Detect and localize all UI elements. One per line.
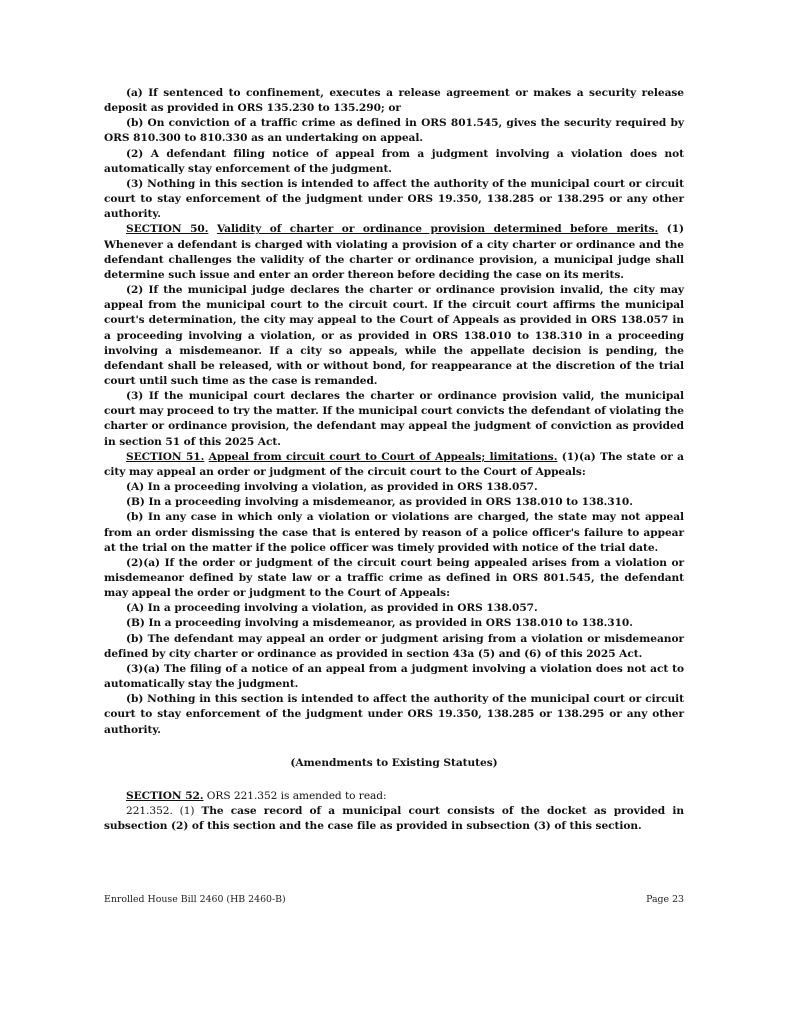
section-51-label: SECTION 51.: [126, 450, 205, 463]
section-51: [104, 450, 684, 480]
footer-bill-id: Enrolled House Bill 2460 (HB 2460-B): [104, 894, 286, 905]
section-50-sub-3: (3) If the municipal court declares the charter or ordinance provision valid, the municipal court may proceed to try the matter. If the municipal court convicts the defendant of violating the charter or ordinance provision, the defendant may appeal the judgment of conviction as provided in section 51 of this 2025 Act.: [104, 390, 684, 448]
section-52: [104, 789, 684, 804]
section-50-text-1: (1) Whenever a defendant is charged with violating a provision of a city charter or ordinance and the defendant challenges the validity of the charter or ordinance provision, a municipal judge shall determine such issue and enter an order thereon before deciding the case on its merits.: [104, 223, 684, 281]
footer-page-number: Page 23: [646, 894, 684, 905]
paragraph-1a: (a) If sentenced to confinement, executes a release agreement or makes a security release deposit as provided in ORS 135.230 to 135.290; or: [104, 87, 684, 115]
section-51-3b: (b) Nothing in this section is intended to affect the authority of the municipal court or circuit court to stay enforcement of the judgment under ORS 19.350, 138.285 or 138.295 or any other authority.: [104, 693, 684, 736]
paragraph-2: (2) A defendant filing notice of appeal from a judgment involving a violation does not automatically stay enforcement of the judgment.: [104, 147, 684, 175]
section-51-2a-B: (B) In a proceeding involving a misdemeanor, as provided in ORS 138.010 to 138.310.: [126, 617, 633, 630]
section-50-heading: Validity of charter or ordinance provision determined before merits.: [216, 223, 659, 236]
paragraph-3: (3) Nothing in this section is intended to affect the authority of the municipal court or circuit court to stay enforcement of the judgment under ORS 19.350, 138.285 or 138.295 or any other authority.: [104, 177, 684, 221]
section-52-text: ORS 221.352 is amended to read:: [203, 789, 387, 802]
section-51-2a-A: (A) In a proceeding involving a violation, as provided in ORS 138.057.: [126, 602, 538, 615]
section-51-heading: Appeal from circuit court to Court of Appeals; limitations.: [208, 450, 558, 463]
section-51-text-1: (1)(a) The state or a city may appeal an order or judgment of the circuit court to the Court of Appeals:: [104, 450, 684, 478]
section-51-1a-B: (B) In a proceeding involving a misdemeanor, as provided in ORS 138.010 to 138.310.: [126, 496, 633, 509]
paragraph-1b: (b) On conviction of a traffic crime as defined in ORS 801.545, gives the security required by ORS 810.300 to 810.330 as an undertaking on appeal.: [104, 117, 684, 145]
amendments-heading: (Amendments to Existing Statutes): [290, 756, 498, 769]
statute-221-352: [104, 804, 684, 834]
section-51-2a: (2)(a) If the order or judgment of the circuit court being appealed arises from a violation or misdemeanor defined by state law or a traffic crime as defined in ORS 801.545, the defendant may appeal the order or judgment to the Court of Appeals:: [104, 556, 684, 600]
section-51-2b: (b) The defendant may appeal an order or judgment arising from a violation or misdemeanor defined by city charter or ordinance as provided in section 43a (5) and (6) of this 2025 Act.: [104, 632, 684, 660]
section-50: [104, 222, 684, 283]
section-51-1a-A: (A) In a proceeding involving a violation, as provided in ORS 138.057.: [126, 481, 538, 494]
section-52-label: SECTION 52.: [126, 789, 204, 802]
section-51-3a: (3)(a) The filing of a notice of an appeal from a judgment involving a violation does not act to automatically stay the judgment.: [104, 662, 684, 691]
statute-prefix: 221.352. (1): [126, 805, 202, 818]
section-50-sub-2: (2) If the municipal judge declares the charter or ordinance provision invalid, the city may appeal from the municipal court to the circuit court. If the circuit court affirms the municipal court's determination, the city may appeal to the Court of Appeals as provided in ORS 138.057 in a proceeding involving a violation, or as provided in ORS 138.010 to 138.310 in a proceeding involving a misdemeanor. If a city so appeals, while the appellate decision is pending, the defendant shall be released, with or without bond, for reappearance at the discretion of the trial court until such time as the case is remanded.: [104, 284, 684, 387]
section-50-label: SECTION 50.: [126, 223, 209, 236]
bill-body: [104, 86, 684, 834]
section-51-1b: (b) In any case in which only a violation or violations are charged, the state may not appeal from an order dismissing the case that is entered by reason of a police officer's failure to appear at the trial on the matter if the police officer was timely provided with notice of the trial date.: [104, 511, 684, 554]
statute-text: The case record of a municipal court consists of the docket as provided in subsection (2) of this section and the case file as provided in subsection (3) of this section.: [104, 805, 684, 833]
